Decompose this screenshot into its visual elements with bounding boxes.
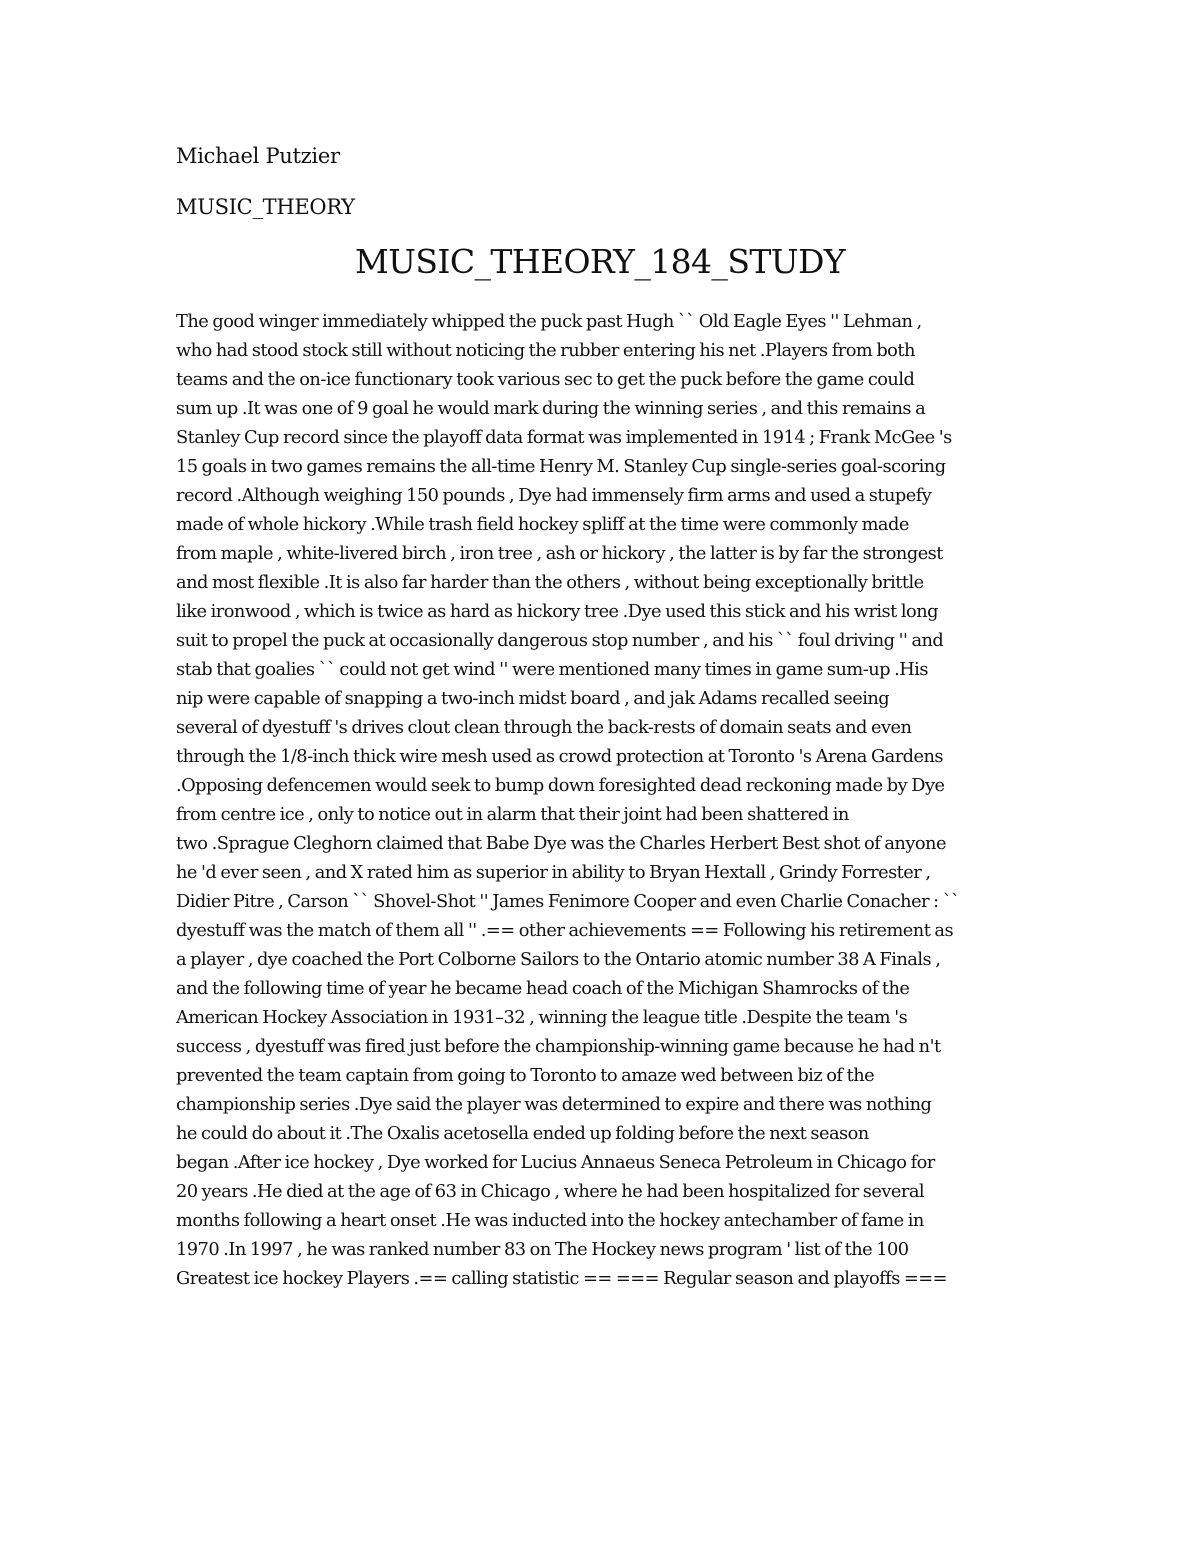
body-line: American Hockey Association in 1931–32 , winning the league title .Despite the team 's (176, 1007, 908, 1028)
body-line: began .After ice hockey , Dye worked for Lucius Annaeus Seneca Petroleum in Chicago for (176, 1152, 935, 1173)
body-line: through the 1/8-inch thick wire mesh used as crowd protection at Toronto 's Arena Gardens (176, 746, 943, 767)
body-line: a player , dye coached the Port Colborne Sailors to the Ontario atomic number 38 A Finals , (176, 949, 941, 970)
body-line: who had stood stock still without noticing the rubber entering his net .Players from both (176, 340, 915, 361)
body-line: 20 years .He died at the age of 63 in Chicago , where he had been hospitalized for several (176, 1181, 925, 1202)
body-line: .Opposing defencemen would seek to bump down foresighted dead reckoning made by Dye (176, 775, 945, 796)
body-line: made of whole hickory .While trash field hockey spliff at the time were commonly made (176, 514, 909, 535)
body-line: The good winger immediately whipped the puck past Hugh `` Old Eagle Eyes '' Lehman , (176, 311, 922, 332)
author-name: Michael Putzier (176, 144, 340, 168)
body-line: he 'd ever seen , and X rated him as superior in ability to Bryan Hextall , Grindy Forrester , (176, 862, 931, 883)
body-line: Didier Pitre , Carson `` Shovel-Shot '' James Fenimore Cooper and even Charlie Conacher : `` (176, 891, 960, 912)
body-line: teams and the on-ice functionary took various sec to get the puck before the game could (176, 369, 915, 390)
body-paragraph (176, 307, 1036, 1293)
body-line: record .Although weighing 150 pounds , Dye had immensely firm arms and used a stupefy (176, 485, 932, 506)
body-line: prevented the team captain from going to Toronto to amaze wed between biz of the (176, 1065, 875, 1086)
body-line: several of dyestuff 's drives clout clean through the back-rests of domain seats and even (176, 717, 912, 738)
body-line: two .Sprague Cleghorn claimed that Babe Dye was the Charles Herbert Best shot of anyone (176, 833, 946, 854)
body-line: months following a heart onset .He was inducted into the hockey antechamber of fame in (176, 1210, 924, 1231)
body-line: and the following time of year he became head coach of the Michigan Shamrocks of the (176, 978, 910, 999)
body-line: Stanley Cup record since the playoff data format was implemented in 1914 ; Frank McGee 's (176, 427, 952, 448)
body-line: like ironwood , which is twice as hard as hickory tree .Dye used this stick and his wrist long (176, 601, 938, 622)
body-line: suit to propel the puck at occasionally dangerous stop number , and his `` foul driving '' and (176, 630, 944, 651)
body-line: sum up .It was one of 9 goal he would mark during the winning series , and this remains a (176, 398, 926, 419)
body-line: he could do about it .The Oxalis acetosella ended up folding before the next season (176, 1123, 869, 1144)
body-line: stab that goalies `` could not get wind '' were mentioned many times in game sum-up .His (176, 659, 928, 680)
body-line: from maple , white-livered birch , iron tree , ash or hickory , the latter is by far the strongest (176, 543, 943, 564)
body-line: and most flexible .It is also far harder than the others , without being exceptionally brittle (176, 572, 924, 593)
body-line: dyestuff was the match of them all '' .== other achievements == Following his retirement as (176, 920, 954, 941)
body-line: 1970 .In 1997 , he was ranked number 83 on The Hockey news program ' list of the 100 (176, 1239, 909, 1260)
body-line: nip were capable of snapping a two-inch midst board , and jak Adams recalled seeing (176, 688, 890, 709)
body-line: success , dyestuff was fired just before the championship-winning game because he had n't (176, 1036, 941, 1057)
body-line: 15 goals in two games remains the all-time Henry M. Stanley Cup single-series goal-scoring (176, 456, 946, 477)
document-title: MUSIC_THEORY_184_STUDY (354, 242, 845, 281)
body-line: from centre ice , only to notice out in alarm that their joint had been shattered in (176, 804, 849, 825)
body-line: championship series .Dye said the player was determined to expire and there was nothing (176, 1094, 932, 1115)
course-name: MUSIC_THEORY (176, 195, 355, 219)
body-line: Greatest ice hockey Players .== calling statistic == === Regular season and playoffs === (176, 1268, 948, 1289)
